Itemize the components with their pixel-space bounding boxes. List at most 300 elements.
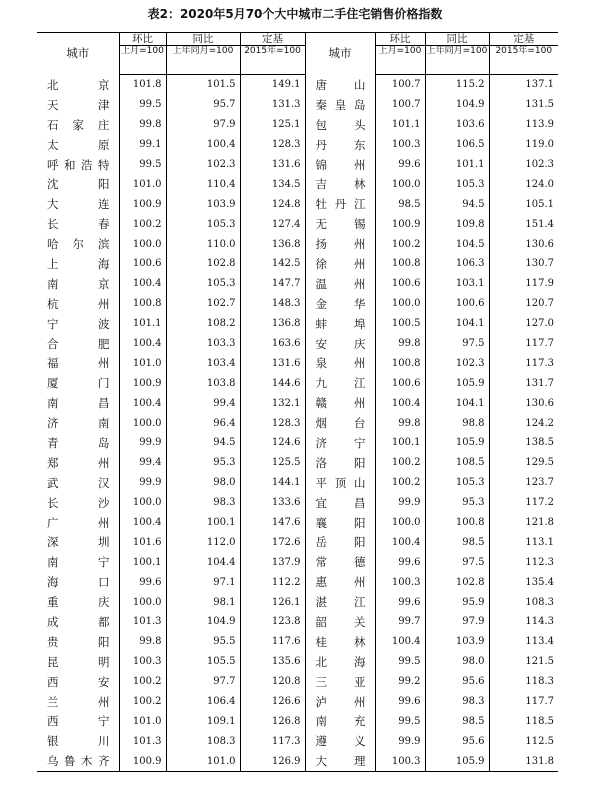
table-row [37, 155, 558, 175]
yoy-left-cell: 100.1 [166, 513, 240, 533]
mom-left-cell: 99.8 [119, 632, 166, 652]
city-left-cell: 沈阳 [47, 177, 111, 192]
mom-right-cell: 100.1 [375, 433, 425, 453]
base-left-cell: 126.1 [240, 592, 305, 612]
base-left-cell: 149.1 [240, 75, 305, 95]
yoy-left-cell: 95.7 [166, 95, 240, 115]
city-right-cell: 韶关 [305, 612, 375, 632]
yoy-left-cell: 112.0 [166, 532, 240, 552]
yoy-left-cell: 103.8 [166, 373, 240, 393]
mom-right-cell: 100.0 [375, 513, 425, 533]
city-right-cell: 岳阳 [305, 532, 375, 552]
yoy-left-cell: 108.3 [166, 731, 240, 751]
mom-right-cell: 100.6 [375, 373, 425, 393]
mom-right-cell: 100.4 [375, 532, 425, 552]
mom-left-cell: 100.8 [119, 294, 166, 314]
yoy-left-cell: 94.5 [166, 433, 240, 453]
yoy-right-cell: 98.5 [425, 532, 489, 552]
yoy-right-cell: 97.9 [425, 612, 489, 632]
city-left-cell: 太原 [47, 137, 111, 152]
mom-right-cell: 99.9 [375, 493, 425, 513]
yoy-left-cell: 102.7 [166, 294, 240, 314]
table-row [37, 294, 558, 314]
base-right-cell: 124.0 [489, 174, 558, 194]
table-row [37, 214, 558, 234]
mom-left-cell: 99.5 [119, 155, 166, 175]
yoy-right-cell: 105.3 [425, 473, 489, 493]
base-left-cell: 148.3 [240, 294, 305, 314]
yoy-left-cell: 106.4 [166, 692, 240, 712]
yoy-left-cell: 105.3 [166, 214, 240, 234]
base-right-cell: 129.5 [489, 453, 558, 473]
city-right-cell: 丹东 [305, 135, 375, 155]
mom-left-cell: 100.0 [119, 493, 166, 513]
mom-left-cell: 101.6 [119, 532, 166, 552]
table-row [37, 274, 558, 294]
city-left-cell: 厦门 [47, 376, 111, 391]
table-row [37, 632, 558, 652]
base-left-cell: 128.3 [240, 135, 305, 155]
city-right-cell: 宜昌 [305, 493, 375, 513]
yoy-right-cell: 104.1 [425, 393, 489, 413]
yoy-left-cell: 100.4 [166, 135, 240, 155]
yoy-left-cell: 98.1 [166, 592, 240, 612]
yoy-right-cell: 102.8 [425, 572, 489, 592]
yoy-left-cell: 103.9 [166, 194, 240, 214]
yoy-right-cell: 98.0 [425, 652, 489, 672]
yoy-right-cell: 109.8 [425, 214, 489, 234]
table-row [37, 552, 558, 572]
table-row [37, 493, 558, 513]
mom-right-cell: 100.8 [375, 353, 425, 373]
yoy-left-cell: 99.4 [166, 393, 240, 413]
yoy-left-cell: 110.0 [166, 234, 240, 254]
base-left-cell: 136.8 [240, 234, 305, 254]
city-right-cell: 秦皇岛 [305, 95, 375, 115]
yoy-right-cell: 104.1 [425, 314, 489, 334]
table-row [37, 234, 558, 254]
mom-right-cell: 100.7 [375, 75, 425, 95]
mom-right-cell: 99.6 [375, 552, 425, 572]
mom-right-cell: 100.2 [375, 473, 425, 493]
mom-left-cell: 101.8 [119, 75, 166, 95]
mom-left-cell: 99.9 [119, 433, 166, 453]
base-left-cell: 136.8 [240, 314, 305, 334]
mom-left-cell: 100.4 [119, 274, 166, 294]
yoy-right-cell: 95.6 [425, 731, 489, 751]
base-right-cell: 117.7 [489, 334, 558, 354]
city-right-cell: 三亚 [305, 672, 375, 692]
base-right-cell: 118.5 [489, 712, 558, 732]
city-right-cell: 蚌埠 [305, 314, 375, 334]
mom-left-cell: 99.5 [119, 95, 166, 115]
yoy-right-cell: 103.1 [425, 274, 489, 294]
base-right-cell: 127.0 [489, 314, 558, 334]
city-left-cell: 长春 [47, 217, 111, 232]
yoy-right-cell: 95.3 [425, 493, 489, 513]
yoy-right-cell: 97.5 [425, 334, 489, 354]
base-right-cell: 117.9 [489, 274, 558, 294]
mom-left-cell: 99.6 [119, 572, 166, 592]
mom-left-cell: 100.0 [119, 592, 166, 612]
mom-left-cell: 101.3 [119, 612, 166, 632]
mom-right-cell: 100.7 [375, 95, 425, 115]
base-left-cell: 124.6 [240, 433, 305, 453]
city-right-cell: 泸州 [305, 692, 375, 712]
base-left-cell: 147.7 [240, 274, 305, 294]
city-right-cell: 平顶山 [305, 473, 375, 493]
yoy-left-cell: 95.3 [166, 453, 240, 473]
base-left-cell: 163.6 [240, 334, 305, 354]
base-column-header-right: 定基 [489, 33, 558, 46]
yoy-left-cell: 97.9 [166, 115, 240, 135]
mom-left-cell: 100.4 [119, 513, 166, 533]
city-left-cell: 呼和浩特 [47, 157, 111, 172]
base-right-cell: 119.0 [489, 135, 558, 155]
mom-left-cell: 101.0 [119, 353, 166, 373]
city-left-cell: 长沙 [47, 495, 111, 510]
mom-right-cell: 100.0 [375, 174, 425, 194]
city-right-cell: 扬州 [305, 234, 375, 254]
mom-left-cell: 101.0 [119, 712, 166, 732]
mom-left-cell: 100.2 [119, 692, 166, 712]
base-right-cell: 113.9 [489, 115, 558, 135]
city-left-cell: 成都 [47, 614, 111, 629]
base-right-cell: 123.7 [489, 473, 558, 493]
base-left-cell: 126.8 [240, 712, 305, 732]
base-left-cell: 125.5 [240, 453, 305, 473]
yoy-left-cell: 110.4 [166, 174, 240, 194]
city-left-cell: 南宁 [47, 555, 111, 570]
yoy-column-header-right: 同比 [425, 33, 489, 46]
city-right-cell: 襄阳 [305, 513, 375, 533]
table-row [37, 135, 558, 155]
city-left-cell: 武汉 [47, 475, 111, 490]
city-left-cell: 天津 [47, 97, 111, 112]
city-right-cell: 九江 [305, 373, 375, 393]
table-row [37, 353, 558, 373]
city-right-cell: 南充 [305, 712, 375, 732]
base-right-cell: 117.3 [489, 353, 558, 373]
table-row [37, 433, 558, 453]
base-right-cell: 130.6 [489, 393, 558, 413]
base-year-note: 2015年=100 [240, 46, 305, 75]
base-right-cell: 113.4 [489, 632, 558, 652]
mom-right-cell: 100.8 [375, 254, 425, 274]
base-right-cell: 113.1 [489, 532, 558, 552]
yoy-left-cell: 103.3 [166, 334, 240, 354]
mom-column-header-right: 环比 [375, 33, 425, 46]
table-row [37, 731, 558, 751]
table-row [37, 413, 558, 433]
yoy-left-cell: 102.3 [166, 155, 240, 175]
base-column-header: 定基 [240, 33, 305, 46]
mom-right-cell: 99.5 [375, 652, 425, 672]
city-right-cell: 北海 [305, 652, 375, 672]
base-right-cell: 117.7 [489, 692, 558, 712]
city-left-cell: 银川 [47, 734, 111, 749]
table-row [37, 672, 558, 692]
base-left-cell: 117.6 [240, 632, 305, 652]
city-left-cell: 郑州 [47, 455, 111, 470]
city-left-cell: 宁波 [47, 316, 111, 331]
city-left-cell: 哈尔滨 [47, 237, 111, 252]
mom-right-cell: 99.8 [375, 334, 425, 354]
mom-right-cell: 100.2 [375, 234, 425, 254]
mom-left-cell: 100.0 [119, 234, 166, 254]
base-right-cell: 114.3 [489, 612, 558, 632]
city-right-cell: 徐州 [305, 254, 375, 274]
city-right-cell: 湛江 [305, 592, 375, 612]
city-right-cell: 吉林 [305, 174, 375, 194]
table-row [37, 115, 558, 135]
city-left-cell: 广州 [47, 515, 111, 530]
city-column-header: 城市 [37, 33, 119, 75]
city-right-cell: 遵义 [305, 731, 375, 751]
mom-right-cell: 100.2 [375, 453, 425, 473]
yoy-right-cell: 105.9 [425, 751, 489, 771]
mom-right-cell: 98.5 [375, 194, 425, 214]
base-left-cell: 137.9 [240, 552, 305, 572]
city-left-cell: 青岛 [47, 435, 111, 450]
city-left-cell: 合肥 [47, 336, 111, 351]
base-right-cell: 121.8 [489, 513, 558, 533]
city-right-cell: 温州 [305, 274, 375, 294]
base-left-cell: 144.6 [240, 373, 305, 393]
mom-right-cell: 99.8 [375, 413, 425, 433]
base-right-cell: 117.2 [489, 493, 558, 513]
base-left-cell: 147.6 [240, 513, 305, 533]
table-title: 表2：2020年5月70个大中城市二手住宅销售价格指数 [147, 7, 443, 21]
base-left-cell: 125.1 [240, 115, 305, 135]
table-row [37, 473, 558, 493]
yoy-right-cell: 106.5 [425, 135, 489, 155]
base-left-cell: 132.1 [240, 393, 305, 413]
base-right-cell: 130.6 [489, 234, 558, 254]
city-left-cell: 乌鲁木齐 [37, 751, 119, 771]
table-row [37, 652, 558, 672]
mom-base-note-right: 上月=100 [375, 46, 425, 75]
city-right-cell: 牡丹江 [305, 194, 375, 214]
city-right-cell: 常德 [305, 552, 375, 572]
base-right-cell: 131.8 [489, 751, 558, 771]
yoy-left-cell: 103.4 [166, 353, 240, 373]
base-left-cell: 123.8 [240, 612, 305, 632]
yoy-right-cell: 105.9 [425, 373, 489, 393]
city-left-cell: 南昌 [47, 396, 111, 411]
base-right-cell: 102.3 [489, 155, 558, 175]
yoy-left-cell: 104.4 [166, 552, 240, 572]
yoy-right-cell: 98.5 [425, 712, 489, 732]
base-left-cell: 135.6 [240, 652, 305, 672]
price-index-table [37, 32, 558, 772]
base-left-cell: 124.8 [240, 194, 305, 214]
city-right-cell: 济宁 [305, 433, 375, 453]
table-row [37, 712, 558, 732]
base-left-cell: 126.6 [240, 692, 305, 712]
yoy-left-cell: 97.1 [166, 572, 240, 592]
yoy-right-cell: 104.5 [425, 234, 489, 254]
yoy-right-cell: 103.9 [425, 632, 489, 652]
yoy-left-cell: 98.0 [166, 473, 240, 493]
yoy-left-cell: 101.0 [166, 751, 240, 771]
city-left-cell: 南京 [47, 276, 111, 291]
mom-base-note: 上月=100 [119, 46, 166, 75]
mom-right-cell: 100.6 [375, 274, 425, 294]
table-row [37, 174, 558, 194]
yoy-base-note: 上年同月=100 [166, 46, 240, 75]
mom-left-cell: 100.9 [119, 751, 166, 771]
mom-right-cell: 99.9 [375, 731, 425, 751]
mom-right-cell: 100.3 [375, 135, 425, 155]
city-left-cell: 深圳 [47, 535, 111, 550]
city-right-cell: 包头 [305, 115, 375, 135]
base-left-cell: 120.8 [240, 672, 305, 692]
city-left-cell: 重庆 [47, 595, 111, 610]
base-right-cell: 112.5 [489, 731, 558, 751]
mom-left-cell: 99.8 [119, 115, 166, 135]
table-row [37, 393, 558, 413]
yoy-right-cell: 98.8 [425, 413, 489, 433]
table-row [37, 95, 558, 115]
table-row [37, 194, 558, 214]
table-row [37, 453, 558, 473]
yoy-right-cell: 105.9 [425, 433, 489, 453]
mom-left-cell: 100.2 [119, 672, 166, 692]
base-right-cell: 105.1 [489, 194, 558, 214]
city-right-cell: 泉州 [305, 353, 375, 373]
yoy-left-cell: 104.9 [166, 612, 240, 632]
city-left-cell: 上海 [47, 256, 111, 271]
mom-right-cell: 100.4 [375, 632, 425, 652]
table-row [37, 592, 558, 612]
yoy-right-cell: 102.3 [425, 353, 489, 373]
base-left-cell: 142.5 [240, 254, 305, 274]
mom-right-cell: 99.6 [375, 155, 425, 175]
yoy-right-cell: 104.9 [425, 95, 489, 115]
yoy-left-cell: 95.5 [166, 632, 240, 652]
base-right-cell: 135.4 [489, 572, 558, 592]
city-right-cell: 洛阳 [305, 453, 375, 473]
yoy-right-cell: 95.6 [425, 672, 489, 692]
yoy-left-cell: 98.3 [166, 493, 240, 513]
mom-left-cell: 99.9 [119, 473, 166, 493]
mom-left-cell: 100.0 [119, 413, 166, 433]
mom-left-cell: 100.2 [119, 214, 166, 234]
base-right-cell: 118.3 [489, 672, 558, 692]
table-row [37, 751, 558, 771]
table-row [37, 314, 558, 334]
mom-right-cell: 100.0 [375, 294, 425, 314]
yoy-column-header: 同比 [166, 33, 240, 46]
table-row [37, 334, 558, 354]
yoy-left-cell: 105.5 [166, 652, 240, 672]
yoy-right-cell: 98.3 [425, 692, 489, 712]
yoy-left-cell: 102.8 [166, 254, 240, 274]
mom-left-cell: 100.4 [119, 334, 166, 354]
yoy-right-cell: 94.5 [425, 194, 489, 214]
base-left-cell: 133.6 [240, 493, 305, 513]
mom-left-cell: 100.6 [119, 254, 166, 274]
table-row [37, 612, 558, 632]
mom-right-cell: 99.6 [375, 692, 425, 712]
mom-right-cell: 99.7 [375, 612, 425, 632]
city-left-cell: 石家庄 [47, 117, 111, 132]
base-right-cell: 121.5 [489, 652, 558, 672]
base-right-cell: 151.4 [489, 214, 558, 234]
city-left-cell: 北京 [47, 77, 111, 92]
city-left-cell: 西宁 [47, 714, 111, 729]
yoy-right-cell: 97.5 [425, 552, 489, 572]
city-left-cell: 福州 [47, 356, 111, 371]
city-right-cell: 惠州 [305, 572, 375, 592]
base-left-cell: 131.6 [240, 155, 305, 175]
base-left-cell: 131.6 [240, 353, 305, 373]
base-right-cell: 138.5 [489, 433, 558, 453]
mom-left-cell: 101.3 [119, 731, 166, 751]
city-column-header-right: 城市 [305, 33, 375, 75]
yoy-right-cell: 103.6 [425, 115, 489, 135]
base-left-cell: 112.2 [240, 572, 305, 592]
mom-left-cell: 99.4 [119, 453, 166, 473]
base-right-cell: 131.5 [489, 95, 558, 115]
base-right-cell: 137.1 [489, 75, 558, 95]
yoy-right-cell: 101.1 [425, 155, 489, 175]
base-left-cell: 128.3 [240, 413, 305, 433]
mom-left-cell: 100.4 [119, 393, 166, 413]
yoy-left-cell: 109.1 [166, 712, 240, 732]
yoy-right-cell: 105.3 [425, 174, 489, 194]
mom-left-cell: 100.3 [119, 652, 166, 672]
yoy-left-cell: 108.2 [166, 314, 240, 334]
mom-right-cell: 100.4 [375, 393, 425, 413]
mom-right-cell: 100.3 [375, 751, 425, 771]
city-right-cell: 烟台 [305, 413, 375, 433]
mom-left-cell: 101.1 [119, 314, 166, 334]
mom-right-cell: 99.2 [375, 672, 425, 692]
city-right-cell: 无锡 [305, 214, 375, 234]
mom-left-cell: 100.1 [119, 552, 166, 572]
base-right-cell: 120.7 [489, 294, 558, 314]
mom-left-cell: 101.0 [119, 174, 166, 194]
base-left-cell: 172.6 [240, 532, 305, 552]
base-left-cell: 144.1 [240, 473, 305, 493]
base-left-cell: 117.3 [240, 731, 305, 751]
yoy-right-cell: 106.3 [425, 254, 489, 274]
mom-left-cell: 100.9 [119, 194, 166, 214]
table-row [37, 75, 558, 95]
yoy-right-cell: 100.6 [425, 294, 489, 314]
mom-left-cell: 99.1 [119, 135, 166, 155]
base-right-cell: 112.3 [489, 552, 558, 572]
base-left-cell: 134.5 [240, 174, 305, 194]
city-right-cell: 安庆 [305, 334, 375, 354]
city-right-cell: 唐山 [305, 75, 375, 95]
mom-right-cell: 101.1 [375, 115, 425, 135]
yoy-left-cell: 101.5 [166, 75, 240, 95]
base-right-cell: 131.7 [489, 373, 558, 393]
city-left-cell: 大连 [47, 197, 111, 212]
base-right-cell: 124.2 [489, 413, 558, 433]
base-year-note-right: 2015年=100 [489, 46, 558, 75]
base-left-cell: 131.3 [240, 95, 305, 115]
city-right-cell: 金华 [305, 294, 375, 314]
table-body [37, 75, 558, 772]
base-left-cell: 127.4 [240, 214, 305, 234]
table-row [37, 532, 558, 552]
yoy-right-cell: 95.9 [425, 592, 489, 612]
yoy-right-cell: 100.8 [425, 513, 489, 533]
